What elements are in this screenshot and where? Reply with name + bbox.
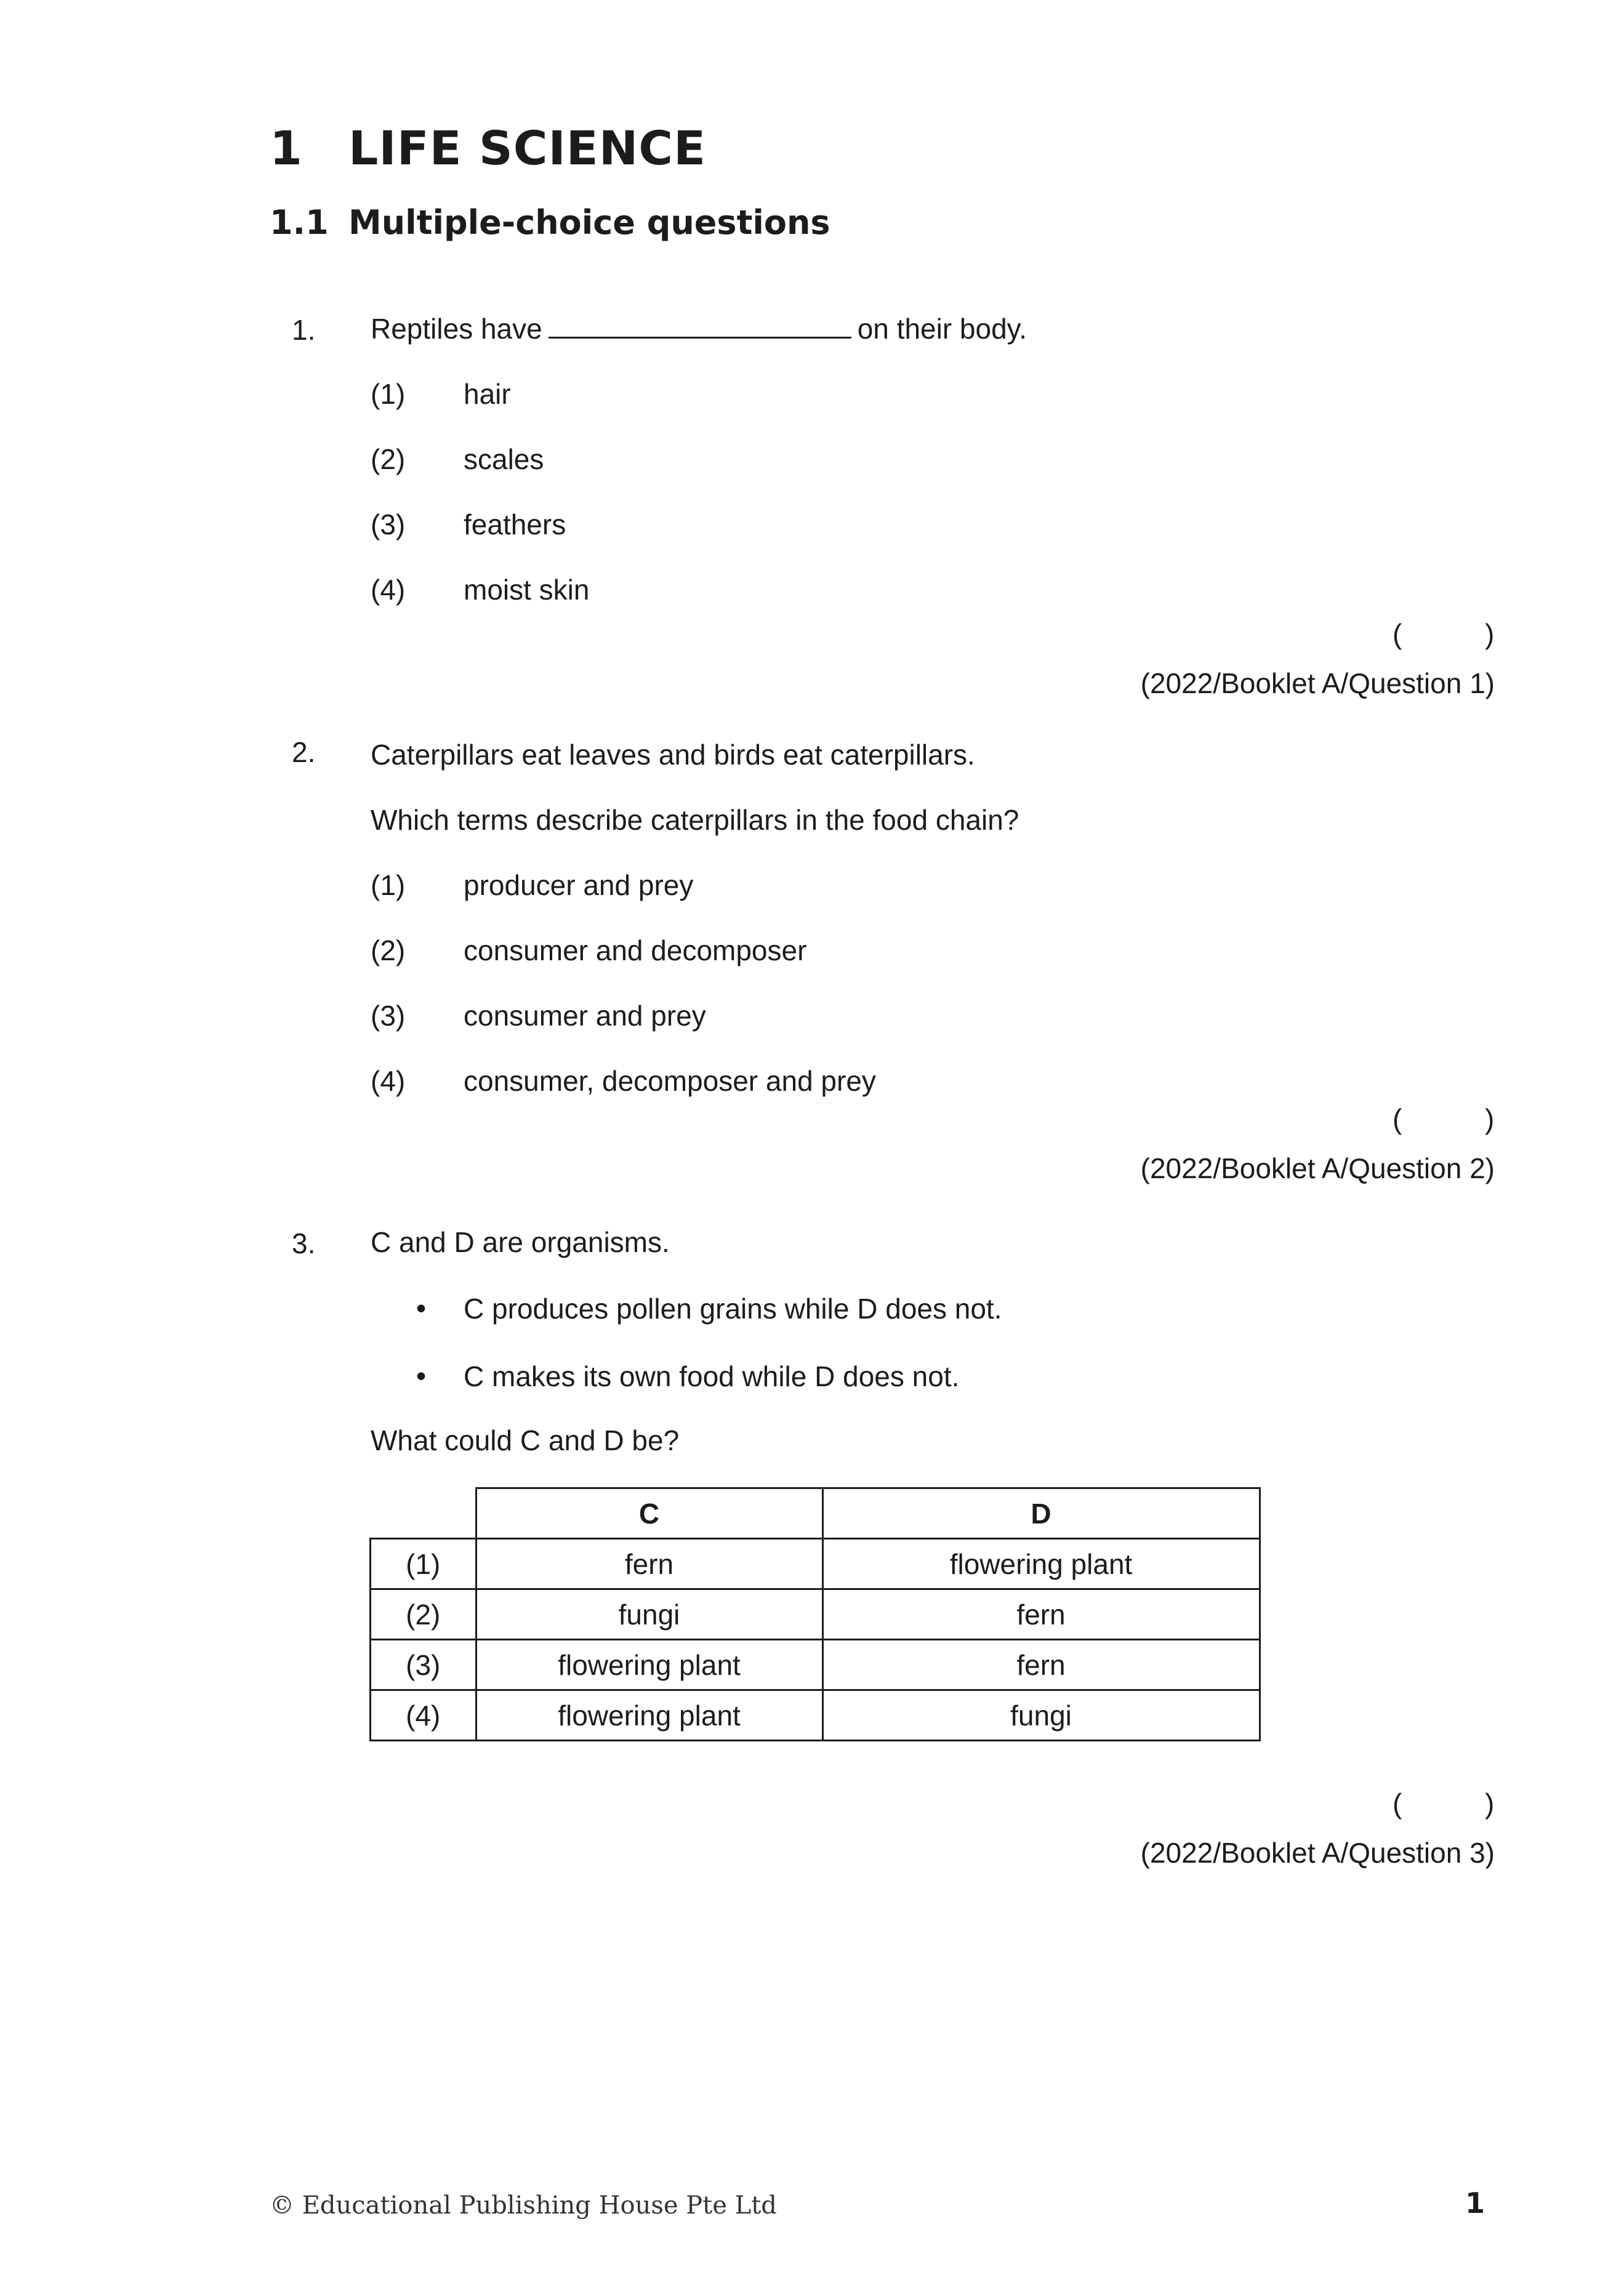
- q3-bullet-2: C makes its own food while D does not.: [464, 1360, 960, 1392]
- q2-option-3-text: consumer and prey: [464, 1000, 706, 1032]
- bullet-dot: •: [416, 1292, 427, 1324]
- question-1-stem-before: Reptiles have: [371, 313, 542, 345]
- table-row: [371, 1539, 1260, 1589]
- bracket-close: ): [1485, 1103, 1495, 1135]
- q3-source: (2022/Booklet A/Question 3): [1140, 1837, 1495, 1869]
- q1-option-4-text: moist skin: [464, 574, 590, 606]
- q3-bullet-1: C produces pollen grains while D does not.: [464, 1293, 1002, 1325]
- q2-option-4-text: consumer, decomposer and prey: [464, 1065, 876, 1097]
- table-header-d: D: [822, 1488, 1260, 1539]
- table-cell-c: fungi: [476, 1589, 822, 1640]
- bracket-close: ): [1485, 618, 1495, 650]
- table-cell-d: fungi: [822, 1690, 1260, 1741]
- table-row-number: (4): [371, 1690, 476, 1741]
- bracket-close: ): [1485, 1788, 1495, 1820]
- table-row-number: (2): [371, 1589, 476, 1640]
- q1-option-3-number: (3): [371, 508, 406, 540]
- q2-option-2-text: consumer and decomposer: [464, 934, 807, 966]
- table-cell-d: fern: [822, 1640, 1260, 1690]
- table-row-number: (1): [371, 1539, 476, 1589]
- section-heading: [270, 203, 830, 242]
- q3-options-table: [369, 1487, 1261, 1741]
- q2-option-1-text: producer and prey: [464, 869, 694, 901]
- table-row: [371, 1690, 1260, 1741]
- section-number: 1.1: [270, 203, 329, 242]
- question-1-stem: [371, 311, 1027, 346]
- table-cell-d: flowering plant: [822, 1539, 1260, 1589]
- question-1-number: 1.: [292, 314, 316, 346]
- chapter-number: 1: [270, 121, 303, 175]
- table-cell-c: fern: [476, 1539, 822, 1589]
- q2-option-1-number: (1): [371, 869, 406, 901]
- question-3-number: 3.: [292, 1227, 316, 1259]
- q3-answer-bracket[interactable]: [1393, 1786, 1494, 1821]
- answer-blank: [549, 313, 851, 339]
- table-row: [371, 1640, 1260, 1690]
- q2-answer-bracket[interactable]: [1393, 1102, 1494, 1136]
- question-2-number: 2.: [292, 736, 316, 768]
- table-cell-c: flowering plant: [476, 1640, 822, 1690]
- table-row-number: (3): [371, 1640, 476, 1690]
- question-3-stem: C and D are organisms.: [371, 1226, 670, 1258]
- q1-option-3-text: feathers: [464, 508, 566, 540]
- q1-option-1-number: (1): [371, 378, 406, 410]
- page-number: 1: [1465, 2186, 1485, 2220]
- table-corner-cell: [371, 1488, 476, 1539]
- q1-source: (2022/Booklet A/Question 1): [1140, 667, 1495, 699]
- table-row: [371, 1589, 1260, 1640]
- q2-option-2-number: (2): [371, 934, 406, 966]
- bracket-open: (: [1393, 1103, 1402, 1135]
- q1-option-2-number: (2): [371, 443, 406, 475]
- q1-option-2-text: scales: [464, 443, 544, 475]
- q2-source: (2022/Booklet A/Question 2): [1140, 1152, 1495, 1184]
- bracket-open: (: [1393, 618, 1402, 650]
- q1-option-1-text: hair: [464, 378, 511, 410]
- table-cell-d: fern: [822, 1589, 1260, 1640]
- table-header-row: [371, 1488, 1260, 1539]
- q1-option-4-number: (4): [371, 574, 406, 606]
- chapter-title: LIFE SCIENCE: [348, 121, 706, 175]
- question-2-prompt: Which terms describe caterpillars in the food chain?: [371, 804, 1019, 836]
- question-1-stem-after: on their body.: [857, 313, 1027, 345]
- q2-option-3-number: (3): [371, 1000, 406, 1032]
- section-title: Multiple-choice questions: [348, 203, 830, 242]
- bracket-open: (: [1393, 1788, 1402, 1820]
- chapter-heading: [270, 121, 706, 175]
- q1-answer-bracket[interactable]: [1393, 617, 1494, 651]
- question-2-stem: Caterpillars eat leaves and birds eat caterpillars.: [371, 739, 975, 771]
- bullet-dot: •: [416, 1360, 427, 1392]
- table-header-c: C: [476, 1488, 822, 1539]
- footer-copyright: © Educational Publishing House Pte Ltd: [270, 2191, 777, 2220]
- table-cell-c: flowering plant: [476, 1690, 822, 1741]
- question-3-prompt: What could C and D be?: [371, 1424, 680, 1456]
- q2-option-4-number: (4): [371, 1065, 406, 1097]
